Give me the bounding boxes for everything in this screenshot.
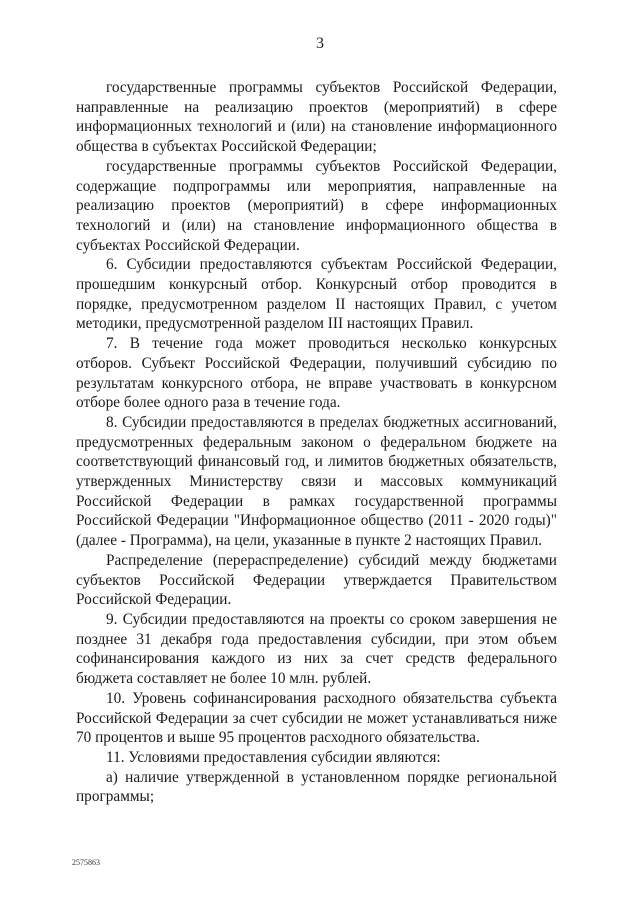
paragraph-item-6: 6. Субсидии предоставляются субъектам Российской Федерации, прошедшим конкурсный отбор. Конкурсный отбор проводится в порядке, предусмотренном разделом II настоящих Правил, с учетом методики, предусмотренной разделом III настоящих Правил. [76,256,557,333]
paragraph-item-10: 10. Уровень софинансирования расходного обязательства субъекта Российской Федерации за счет субсидии не может устанавливаться ниже 70 процентов и выше 95 процентов расходного обязательства. [76,689,557,747]
paragraph-regional-programs-it: государственные программы субъектов Российской Федерации, направленные на реализацию проектов (мероприятий) в сфере информационных технологий и (или) на становление информационного общества в субъектах Российской Федерации; [76,79,557,156]
document-code: 2575863 [72,858,100,867]
page-number: 3 [316,35,324,52]
paragraph-distribution: Распределение (перераспределение) субсидий между бюджетами субъектов Российской Федерации утверждается Правительством Российской Федерации. [76,551,557,609]
paragraph-item-8: 8. Субсидии предоставляются в пределах бюджетных ассигнований, предусмотренных федеральным законом о федеральном бюджете на соответствующий финансовый год, и лимитов бюджетных обязательств, утвержденных Министерству связи и массовых коммуникаций Российской Федерации в рамках государственной программы Российской Федерации "Информационное общество (2011 - 2020 годы)" (далее - Программа), на цели, указанные в пункте 2 настоящих Правил. [76,413,557,550]
paragraph-regional-programs-subprograms: государственные программы субъектов Российской Федерации, содержащие подпрограммы или мероприятия, направленные на реализацию проектов (мероприятий) в сфере информационных технологий и (или) на становление информационного общества в субъектах Российской Федерации. [76,157,557,254]
paragraph-item-11a: а) наличие утвержденной в установленном порядке региональной программы; [76,768,557,806]
paragraph-item-9: 9. Субсидии предоставляются на проекты со сроком завершения не позднее 31 декабря года предоставления субсидии, при этом объем софинансирования каждого из них за счет средств федерального бюджета составляет не более 10 млн. рублей. [76,610,557,688]
paragraph-item-11: 11. Условиями предоставления субсидии являются: [106,748,441,766]
paragraph-item-7: 7. В течение года может проводиться несколько конкурсных отборов. Субъект Российской Федерации, получивший субсидию по результатам конкурсного отбора, не вправе участвовать в конкурсном отборе более одного раза в течение года. [76,335,557,412]
document-body [76,78,557,807]
